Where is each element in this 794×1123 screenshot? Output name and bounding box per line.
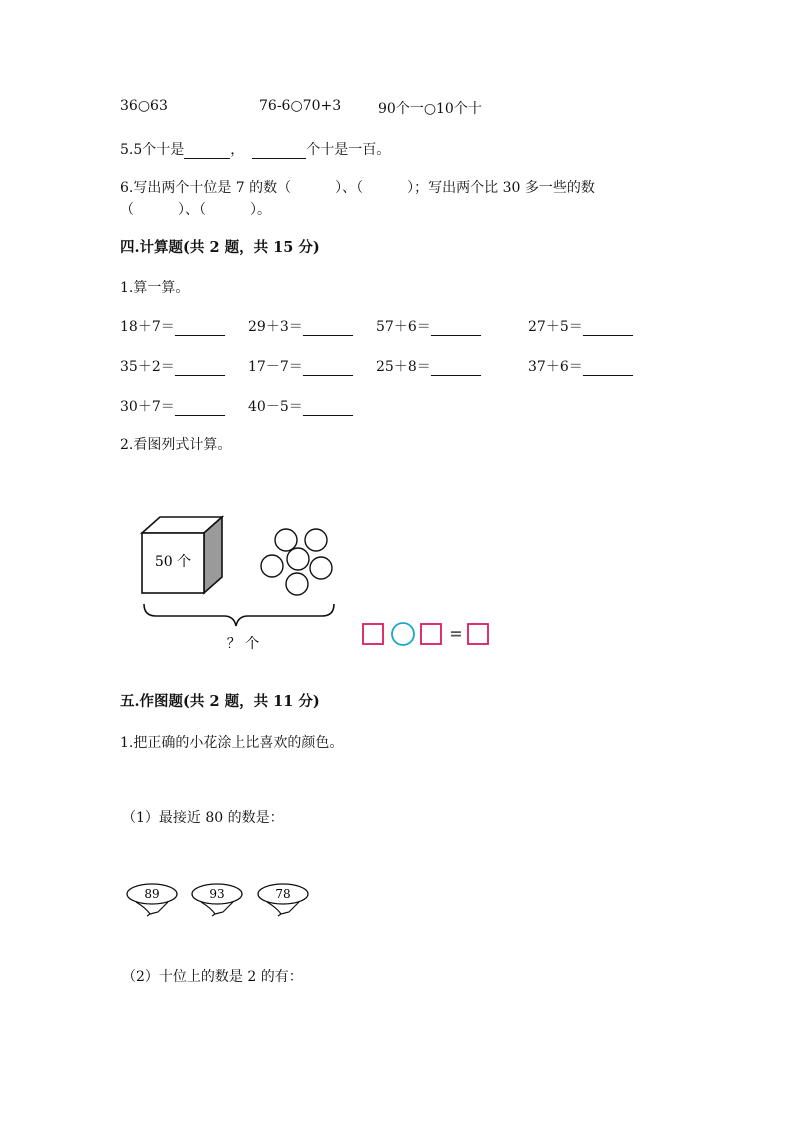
calc-expression: 37＋6＝ [528,359,583,375]
sub-question-1: （1）最接近 80 的数是： [122,810,284,826]
question-6-line2: （ ）、（ ）。 [120,202,271,218]
count-figure [120,505,500,665]
calc-expression: 17－7＝ [248,359,303,375]
calc-item [120,396,225,416]
calc-expression: 29＋3＝ [248,319,303,335]
answer-box[interactable] [363,624,383,644]
answer-blank[interactable] [252,144,306,159]
answer-blank[interactable] [431,361,481,376]
answer-blank[interactable] [175,321,225,336]
calc-item [120,356,225,376]
calc-expression: 18＋7＝ [120,319,175,335]
circle [287,548,309,570]
question-6-line1: 6.写出两个十位是 7 的数（ ）、（ ）；写出两个比 30 多一些的数 [120,180,595,196]
section-5-title: 五.作图题(共 2 题，共 11 分) [120,693,320,710]
flower[interactable] [192,884,242,916]
calc-item [248,316,353,336]
flower-number: 89 [144,887,160,901]
answer-box[interactable] [468,624,488,644]
circle [275,529,297,551]
operator-circle[interactable] [392,623,414,645]
brace [144,604,334,626]
section-4-title: 四.计算题(共 2 题，共 15 分) [120,239,320,256]
calc-expression: 35＋2＝ [120,359,175,375]
circle-cluster [261,529,332,595]
section-4-q2-label: 2.看图列式计算。 [120,437,232,453]
calc-item [528,356,633,376]
flower[interactable] [258,884,308,916]
brace-label: ？ 个 [226,636,260,652]
calc-expression: 27＋5＝ [528,319,583,335]
flower[interactable] [127,884,177,916]
cube-box [142,517,222,593]
calc-item [248,396,353,416]
calc-item [248,356,353,376]
section-4-q1-label: 1.算一算。 [120,280,190,296]
circle [286,573,308,595]
calc-expression: 30＋7＝ [120,399,175,415]
question-5: 5.5个十是 ， 个十是一百。 [120,142,391,158]
box-label: 50 个 [154,554,192,570]
answer-blank[interactable] [303,401,353,416]
circle [261,555,283,577]
calc-expression: 40－5＝ [248,399,303,415]
answer-blank[interactable] [303,321,353,336]
calc-item [528,316,633,336]
calc-item [376,356,481,376]
compare-item-3: 90个一○10个十 [378,101,482,117]
answer-blank[interactable] [583,321,633,336]
answer-blank[interactable] [431,321,481,336]
answer-box[interactable] [421,624,441,644]
flower-row [120,878,320,926]
compare-item-1: 36○63 [120,98,168,114]
circle [305,529,327,551]
equals-sign: = [449,624,463,643]
calc-expression: 57＋6＝ [376,319,431,335]
answer-blank[interactable] [175,361,225,376]
compare-item-2: 76-6○70+3 [259,98,342,114]
flower-number: 93 [209,887,225,901]
calc-item [120,316,225,336]
section-5-q1-label: 1.把正确的小花涂上比喜欢的颜色。 [120,735,344,751]
answer-blank[interactable] [303,361,353,376]
calc-item [376,316,481,336]
answer-blank[interactable] [175,401,225,416]
answer-blank[interactable] [184,144,230,159]
circle [310,557,332,579]
sub-question-2: （2）十位上的数是 2 的有： [122,969,303,985]
flower-number: 78 [275,887,291,901]
answer-blank[interactable] [583,361,633,376]
calc-expression: 25＋8＝ [376,359,431,375]
